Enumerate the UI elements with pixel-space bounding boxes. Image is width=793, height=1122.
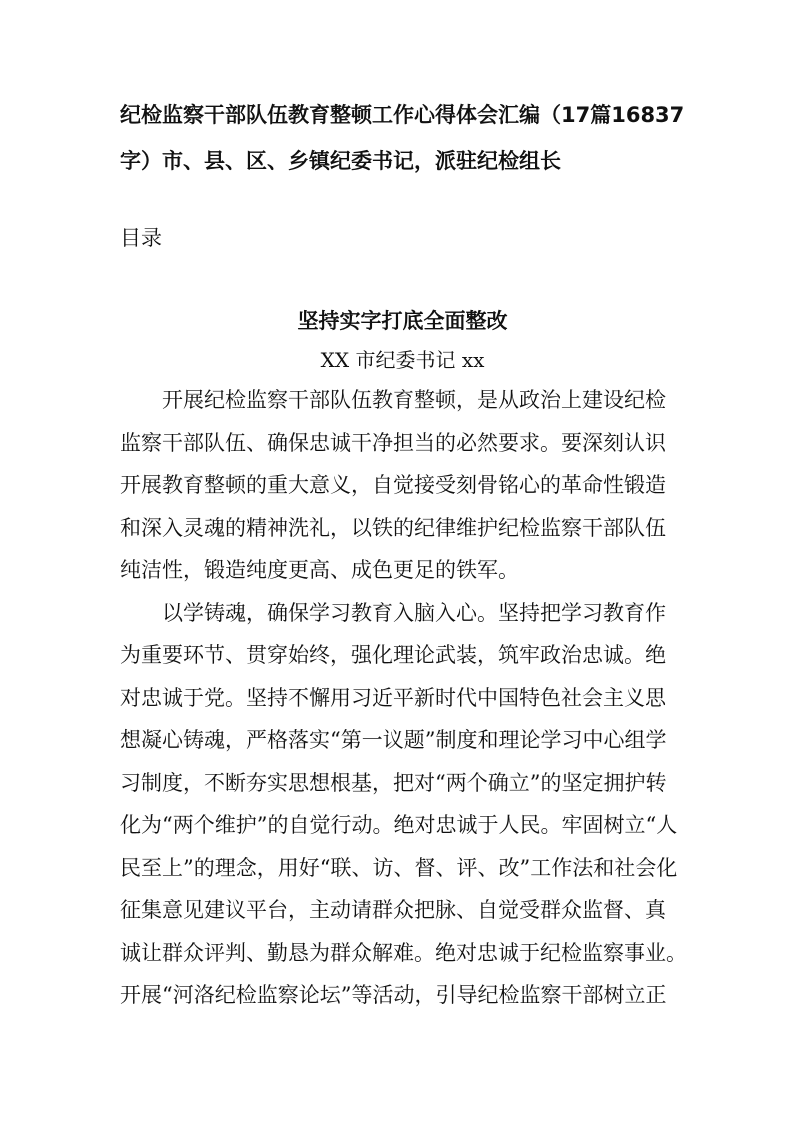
text-line: 诚让群众评判、勤恳为群众解难。绝对忠诚于纪检监察事业。 xyxy=(120,940,687,965)
table-of-contents-label: 目录 xyxy=(120,226,162,250)
text-line: 以学铸魂，确保学习教育入脑入心。坚持把学习教育作 xyxy=(120,600,666,625)
text-line: 想凝心铸魂，严格落实“第一议题”制度和理论学习中心组学 xyxy=(120,728,667,752)
text-line: 和深入灵魂的精神洗礼，以铁的纪律维护纪检监察干部队伍 xyxy=(120,515,666,540)
article-title: 坚持实字打底全面整改 xyxy=(297,309,508,333)
document-title xyxy=(120,92,685,184)
text-line: 开展教育整顿的重大意义，自觉接受刻骨铭心的革命性锻造 xyxy=(120,473,666,497)
document-title-line: 字）市、县、区、乡镇纪委书记，派驻纪检组长 xyxy=(120,149,561,173)
paragraph xyxy=(120,592,685,1017)
text-line: 开展纪检监察干部队伍教育整顿，是从政治上建设纪检 xyxy=(120,388,666,412)
article-body xyxy=(120,379,685,1017)
text-line: 民至上”的理念，用好“联、访、督、评、改”工作法和社会化 xyxy=(120,855,678,880)
paragraph xyxy=(120,379,685,592)
document-title-line: 纪检监察干部队伍教育整顿工作心得体会汇编（17篇16837 xyxy=(120,103,685,127)
text-line: 纯洁性，锻造纯度更高、成色更足的铁军。 xyxy=(120,558,519,582)
text-line: 对忠诚于党。坚持不懈用习近平新时代中国特色社会主义思 xyxy=(120,685,666,710)
article-byline: XX 市纪委书记 xx xyxy=(320,348,485,372)
text-line: 习制度，不断夯实思想根基，把对“两个确立”的坚定拥护转 xyxy=(120,770,667,795)
text-line: 化为“两个维护”的自觉行动。绝对忠诚于人民。牢固树立“人 xyxy=(120,813,678,837)
text-line: 监察干部队伍、确保忠诚干净担当的必然要求。要深刻认识 xyxy=(120,430,666,455)
text-line: 为重要环节、贯穿始终，强化理论武装，筑牢政治忠诚。绝 xyxy=(120,643,666,667)
text-line: 开展“河洛纪检监察论坛”等活动，引导纪检监察干部树立正 xyxy=(120,983,667,1007)
text-line: 征集意见建议平台，主动请群众把脉、自觉受群众监督、真 xyxy=(120,898,666,922)
